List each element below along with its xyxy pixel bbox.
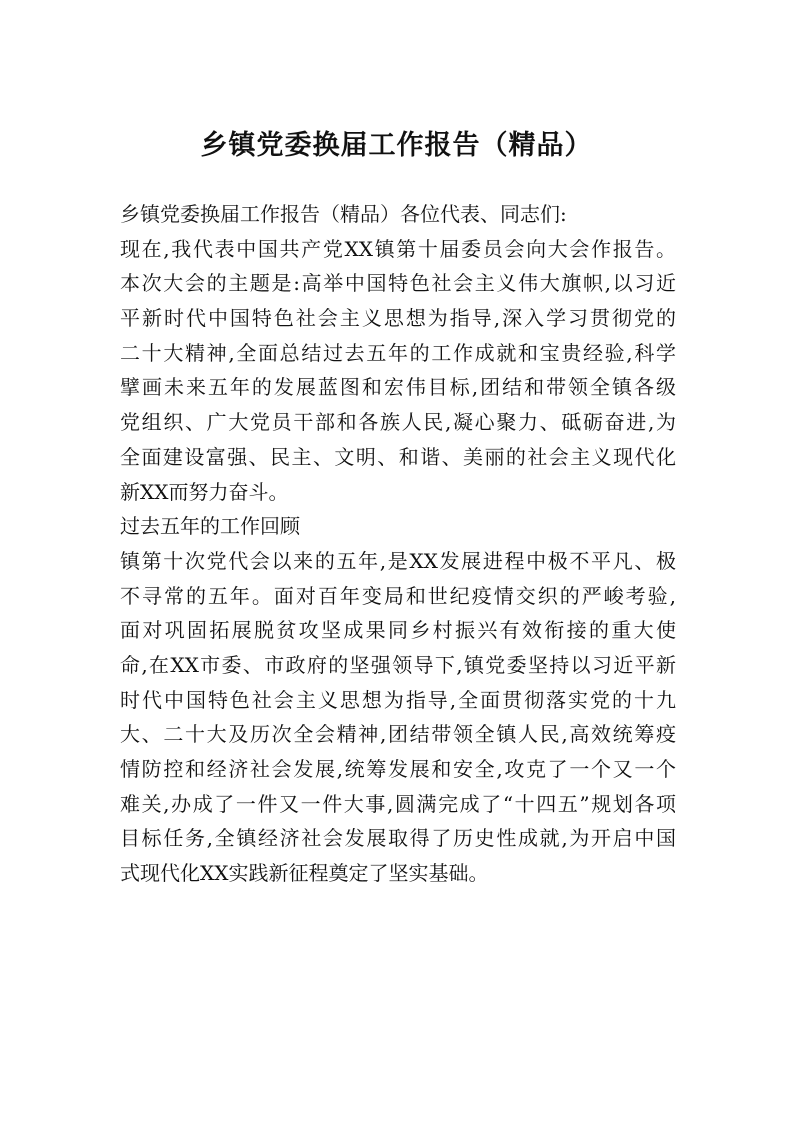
- section-heading: 过去五年的工作回顾: [120, 514, 300, 539]
- document-title: 乡镇党委换届工作报告（精品）: [200, 130, 593, 161]
- paragraph-line: 大、二十大及历次全会精神,团结带领全镇人民,高效统筹疫: [120, 722, 676, 747]
- paragraph-line: 不寻常的五年。面对百年变局和世纪疫情交织的严峻考验,: [120, 583, 676, 608]
- paragraph-line: 时代中国特色社会主义思想为指导,全面贯彻落实党的十九: [120, 687, 676, 712]
- paragraph-line: 命,在XX市委、市政府的坚强领导下,镇党委坚持以习近平新: [120, 652, 676, 677]
- paragraph-line: 新XX而努力奋斗。: [120, 479, 289, 504]
- document-body: [120, 197, 676, 891]
- paragraph-line: 党组织、广大党员干部和各族人民,凝心聚力、砥砺奋进,为: [120, 410, 676, 435]
- paragraph-line: 面对巩固拓展脱贫攻坚成果同乡村振兴有效衔接的重大使: [120, 618, 676, 643]
- paragraph-line: 现在,我代表中国共产党XX镇第十届委员会向大会作报告。: [120, 236, 676, 261]
- paragraph-line: 擘画未来五年的发展蓝图和宏伟目标,团结和带领全镇各级: [120, 375, 676, 400]
- paragraph-line: 目标任务,全镇经济社会发展取得了历史性成就,为开启中国: [120, 826, 676, 851]
- paragraph-line: 本次大会的主题是:高举中国特色社会主义伟大旗帜,以习近: [120, 271, 676, 296]
- paragraph-line: 镇第十次党代会以来的五年,是XX发展进程中极不平凡、极: [120, 548, 676, 573]
- paragraph-line: 二十大精神,全面总结过去五年的工作成就和宝贵经验,科学: [120, 340, 676, 365]
- paragraph-line: 式现代化XX实践新征程奠定了坚实基础。: [120, 861, 489, 886]
- paragraph-line: 乡镇党委换届工作报告（精品）各位代表、同志们:: [120, 202, 567, 226]
- paragraph-line: 平新时代中国特色社会主义思想为指导,深入学习贯彻党的: [120, 306, 676, 331]
- paragraph-line: 难关,办成了一件又一件大事,圆满完成了“十四五”规划各项: [120, 791, 676, 816]
- paragraph-line: 情防控和经济社会发展,统筹发展和安全,攻克了一个又一个: [120, 757, 676, 781]
- paragraph-line: 全面建设富强、民主、文明、和谐、美丽的社会主义现代化: [120, 444, 676, 469]
